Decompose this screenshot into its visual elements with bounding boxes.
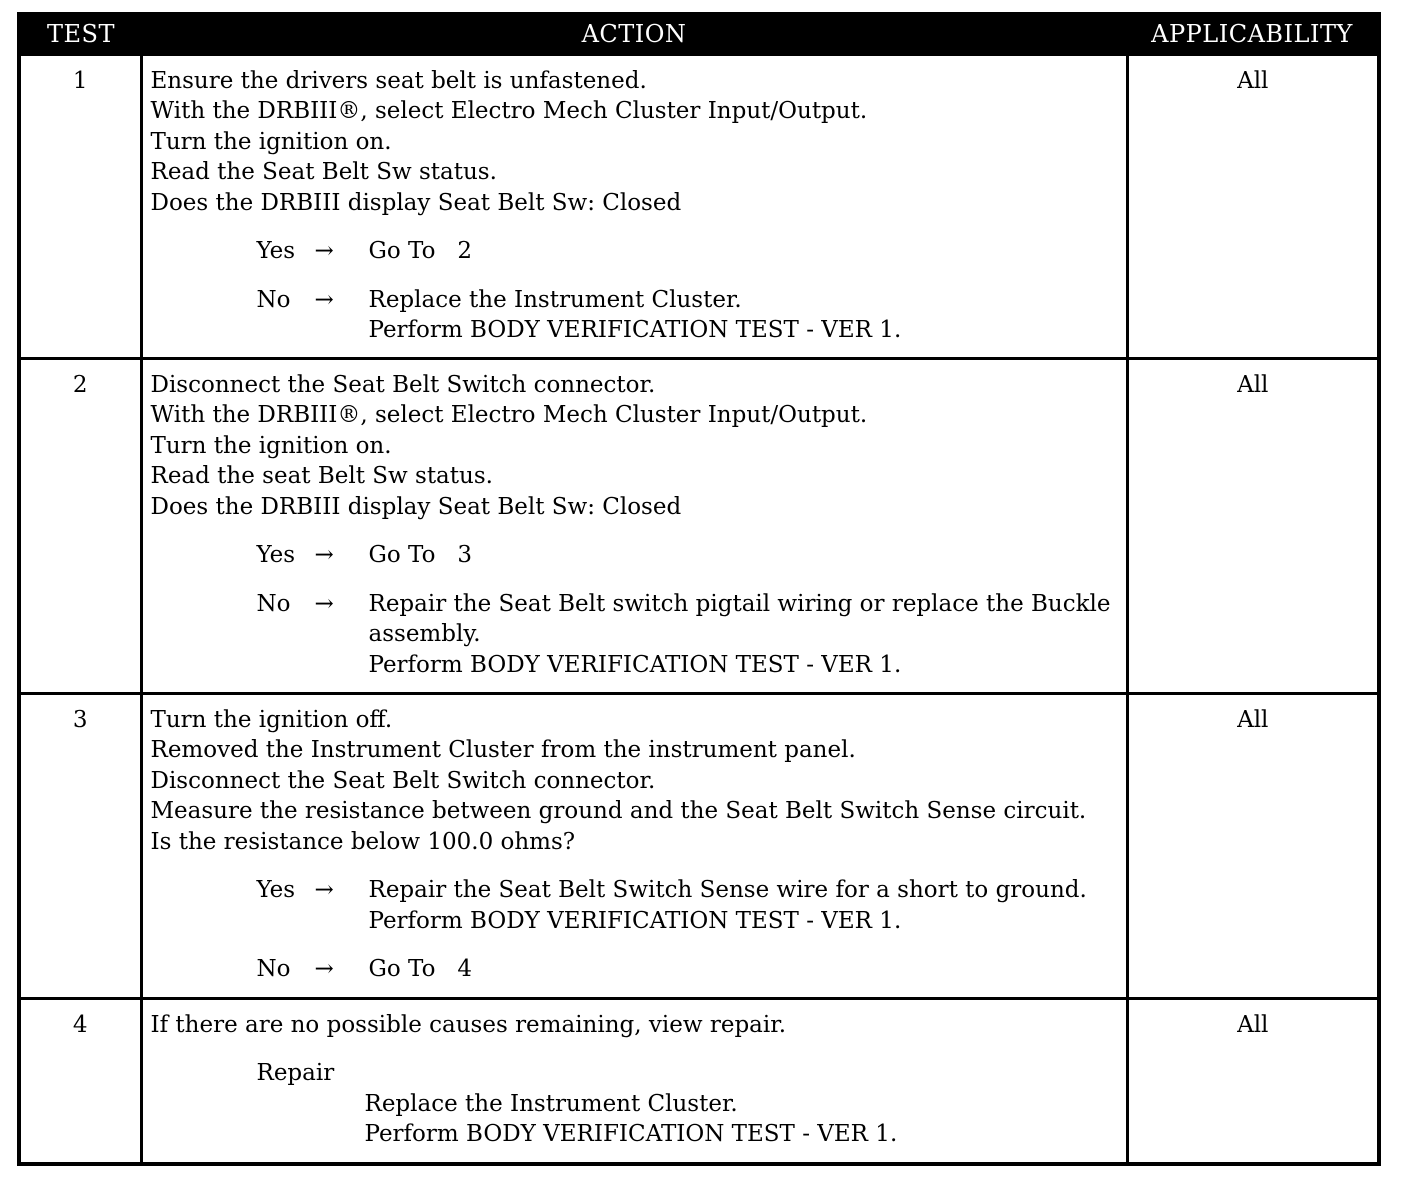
action-cell <box>141 54 1127 358</box>
table-row <box>21 54 1377 358</box>
header-action: ACTION <box>141 16 1127 54</box>
outcome-result-line: Replace the Instrument Cluster. <box>368 286 742 313</box>
outcome-yes <box>151 875 1120 936</box>
outcome-key: Yes <box>256 238 296 264</box>
applicability-cell: All <box>1127 358 1377 693</box>
outcome-key: No <box>256 590 291 617</box>
repair-label: Repair <box>256 1060 335 1086</box>
outcome-result <box>369 236 1120 267</box>
action-step: If there are no possible causes remaining, view repair. <box>150 1011 787 1038</box>
applicability-cell: All <box>1127 998 1377 1162</box>
outcome-result-line: Perform BODY VERIFICATION TEST - VER 1. <box>368 317 902 343</box>
outcome-yes <box>151 236 1120 267</box>
repair-result-line: Replace the Instrument Cluster. <box>364 1090 738 1117</box>
action-steps <box>151 370 1120 523</box>
outcome-result-line: Go To 3 <box>368 542 472 568</box>
right-arrow-icon: → <box>314 956 334 982</box>
action-step: Disconnect the Seat Belt Switch connector. <box>150 767 656 794</box>
repair-result <box>257 1089 1120 1150</box>
right-arrow-icon: → <box>314 542 334 568</box>
action-step: Removed the Instrument Cluster from the instrument panel. <box>150 737 856 763</box>
applicability-cell: All <box>1127 693 1377 998</box>
outcome-result <box>369 540 1120 571</box>
outcome-key: Yes <box>256 542 296 568</box>
action-step: Read the seat Belt Sw status. <box>150 463 493 489</box>
outcome-no <box>151 954 1120 985</box>
action-steps <box>151 1010 1120 1041</box>
outcome-result <box>369 589 1120 681</box>
diagnostic-table-frame <box>17 12 1381 1166</box>
outcome-result-line: Repair the Seat Belt Switch Sense wire for a short to ground. <box>368 877 1087 903</box>
outcome-result-line: Go To 4 <box>368 956 472 982</box>
outcome-key: Yes <box>256 877 296 903</box>
test-number: 2 <box>72 371 88 398</box>
action-step: Disconnect the Seat Belt Switch connector. <box>150 371 656 398</box>
outcome-result <box>369 875 1120 936</box>
table-row <box>21 358 1377 693</box>
right-arrow-icon: → <box>314 877 334 903</box>
test-number: 1 <box>72 67 88 94</box>
outcome-result-line: Perform BODY VERIFICATION TEST - VER 1. <box>368 651 902 678</box>
table-row <box>21 998 1377 1162</box>
applicability-cell: All <box>1127 54 1377 358</box>
outcome-result <box>369 285 1120 346</box>
action-step: Does the DRBIII display Seat Belt Sw: Closed <box>150 493 682 520</box>
test-number: 4 <box>72 1011 88 1038</box>
table-header-row <box>21 16 1377 54</box>
outcome-result-line: Perform BODY VERIFICATION TEST - VER 1. <box>368 907 902 934</box>
test-number: 3 <box>72 706 88 733</box>
outcome-no <box>151 589 1120 681</box>
outcome-no <box>151 285 1120 346</box>
action-step: Turn the ignition off. <box>150 706 393 733</box>
outcome-key: No <box>256 956 291 982</box>
action-steps <box>151 705 1120 858</box>
outcome-result-line: Repair the Seat Belt switch pigtail wiring or replace the Buckle assembly. <box>368 590 1111 647</box>
right-arrow-icon: → <box>314 286 334 313</box>
diagnostic-test-table <box>21 16 1377 1162</box>
right-arrow-icon: → <box>314 590 334 617</box>
table-row <box>21 693 1377 998</box>
action-step: Read the Seat Belt Sw status. <box>150 159 497 185</box>
header-applicability: APPLICABILITY <box>1127 16 1377 54</box>
outcome-result-line: Go To 2 <box>368 238 472 264</box>
action-step: Is the resistance below 100.0 ohms? <box>150 828 576 855</box>
action-step: Turn the ignition on. <box>150 432 392 459</box>
action-cell <box>141 998 1127 1162</box>
right-arrow-icon: → <box>314 238 334 264</box>
action-step: With the DRBIII®, select Electro Mech Cluster Input/Output. <box>150 98 868 124</box>
repair-result-line: Perform BODY VERIFICATION TEST - VER 1. <box>364 1121 898 1147</box>
outcome-key: No <box>256 286 291 313</box>
action-step: Turn the ignition on. <box>150 128 392 155</box>
action-cell <box>141 693 1127 998</box>
header-test: TEST <box>21 16 141 54</box>
action-step: Does the DRBIII display Seat Belt Sw: Closed <box>150 189 682 216</box>
outcome-yes <box>151 540 1120 571</box>
action-cell <box>141 358 1127 693</box>
action-step: With the DRBIII®, select Electro Mech Cluster Input/Output. <box>150 402 868 428</box>
action-step: Measure the resistance between ground and the Seat Belt Switch Sense circuit. <box>150 798 1087 824</box>
action-step: Ensure the drivers seat belt is unfastened. <box>150 67 647 94</box>
action-steps <box>151 66 1120 219</box>
repair-block <box>151 1058 1120 1150</box>
outcome-result <box>369 954 1120 985</box>
